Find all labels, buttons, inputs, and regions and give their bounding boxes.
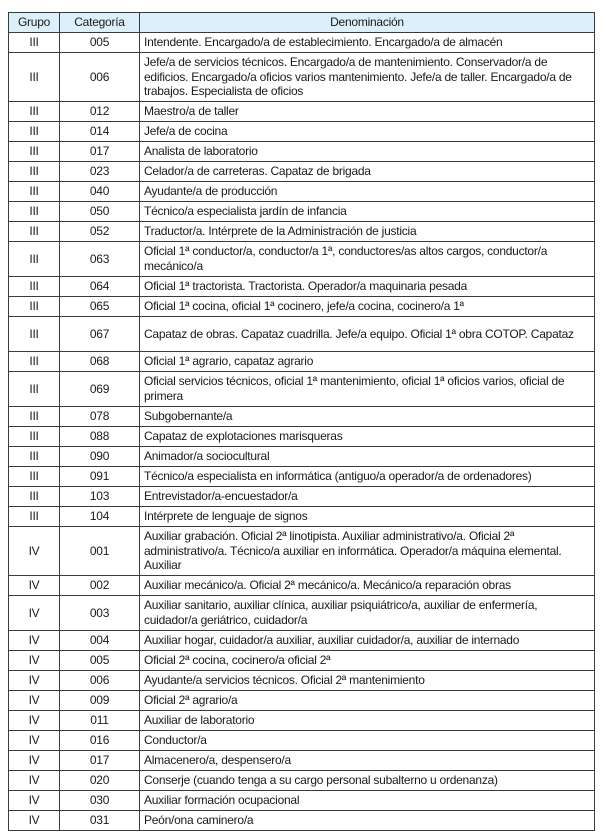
- cell-grupo: III: [9, 122, 60, 142]
- cell-denominacion: Oficial servicios técnicos, oficial 1ª mantenimiento, oficial 1ª oficios varios, oficial de primera: [140, 372, 595, 407]
- cell-categoria: 031: [60, 811, 140, 831]
- cell-grupo: IV: [9, 791, 60, 811]
- table-row: [9, 297, 595, 317]
- cell-denominacion: Jefe/a de servicios técnicos. Encargado/a de mantenimiento. Conservador/a de edificios. Encargado/a oficios varios mantenimiento. Jefe/a de taller. Encargado/a de trabajos. Especialista de oficios: [140, 53, 595, 102]
- cell-grupo: III: [9, 447, 60, 467]
- table-row: [9, 407, 595, 427]
- cell-categoria: 004: [60, 631, 140, 651]
- cell-categoria: 005: [60, 33, 140, 53]
- cell-categoria: 009: [60, 691, 140, 711]
- cell-grupo: III: [9, 297, 60, 317]
- table-row: [9, 791, 595, 811]
- cell-categoria: 104: [60, 507, 140, 527]
- cell-categoria: 068: [60, 352, 140, 372]
- cell-denominacion: Auxiliar de laboratorio: [140, 711, 595, 731]
- table-row: [9, 142, 595, 162]
- cell-denominacion: Oficial 2ª cocina, cocinero/a oficial 2ª: [140, 651, 595, 671]
- cell-grupo: III: [9, 352, 60, 372]
- cell-denominacion: Oficial 2ª agrario/a: [140, 691, 595, 711]
- cell-denominacion: Animador/a sociocultural: [140, 447, 595, 467]
- cell-grupo: III: [9, 162, 60, 182]
- cell-denominacion: Auxiliar hogar, cuidador/a auxiliar, auxiliar cuidador/a, auxiliar de internado: [140, 631, 595, 651]
- cell-denominacion: Oficial 1ª conductor/a, conductor/a 1ª, conductores/as altos cargos, conductor/a mecánico/a: [140, 242, 595, 277]
- cell-grupo: III: [9, 277, 60, 297]
- cell-grupo: III: [9, 102, 60, 122]
- cell-categoria: 040: [60, 182, 140, 202]
- table-row: [9, 467, 595, 487]
- table-row: [9, 162, 595, 182]
- cell-categoria: 091: [60, 467, 140, 487]
- cell-denominacion: Intendente. Encargado/a de establecimiento. Encargado/a de almacén: [140, 33, 595, 53]
- cell-categoria: 088: [60, 427, 140, 447]
- cell-categoria: 006: [60, 53, 140, 102]
- cell-grupo: IV: [9, 631, 60, 651]
- cell-denominacion: Subgobernante/a: [140, 407, 595, 427]
- cell-grupo: III: [9, 202, 60, 222]
- table-row: [9, 277, 595, 297]
- table-row: [9, 671, 595, 691]
- cell-grupo: IV: [9, 691, 60, 711]
- table-row: [9, 651, 595, 671]
- cell-grupo: III: [9, 407, 60, 427]
- cell-categoria: 003: [60, 596, 140, 631]
- table-row: [9, 33, 595, 53]
- cell-categoria: 052: [60, 222, 140, 242]
- cell-categoria: 078: [60, 407, 140, 427]
- cell-grupo: IV: [9, 751, 60, 771]
- header-categoria: Categoría: [60, 13, 140, 33]
- table-row: [9, 507, 595, 527]
- cell-denominacion: Ayudante/a servicios técnicos. Oficial 2ª mantenimiento: [140, 671, 595, 691]
- table-row: [9, 576, 595, 596]
- cell-denominacion: Auxiliar grabación. Oficial 2ª linotipista. Auxiliar administrativo/a. Oficial 2ª administrativo/a. Técnico/a auxiliar en informática. Operador/a máquina elemental. Auxiliar: [140, 527, 595, 576]
- cell-categoria: 016: [60, 731, 140, 751]
- cell-categoria: 103: [60, 487, 140, 507]
- cell-denominacion: Analista de laboratorio: [140, 142, 595, 162]
- cell-categoria: 006: [60, 671, 140, 691]
- cell-grupo: III: [9, 182, 60, 202]
- cell-denominacion: Técnico/a especialista en informática (antiguo/a operador/a de ordenadores): [140, 467, 595, 487]
- cell-grupo: III: [9, 33, 60, 53]
- table-row: [9, 731, 595, 751]
- cell-grupo: III: [9, 372, 60, 407]
- table-row: [9, 427, 595, 447]
- cell-categoria: 065: [60, 297, 140, 317]
- table-row: [9, 122, 595, 142]
- cell-denominacion: Peón/ona caminero/a: [140, 811, 595, 831]
- cell-grupo: III: [9, 317, 60, 352]
- cell-grupo: IV: [9, 596, 60, 631]
- table-row: [9, 691, 595, 711]
- table-row: [9, 242, 595, 277]
- cell-denominacion: Capataz de obras. Capataz cuadrilla. Jefe/a equipo. Oficial 1ª obra COTOP. Capataz: [140, 317, 595, 352]
- table-row: [9, 222, 595, 242]
- cell-denominacion: Técnico/a especialista jardín de infancia: [140, 202, 595, 222]
- categories-table: [8, 12, 595, 831]
- cell-categoria: 001: [60, 527, 140, 576]
- table-header-row: [9, 13, 595, 33]
- cell-grupo: III: [9, 53, 60, 102]
- table-row: [9, 596, 595, 631]
- cell-denominacion: Celador/a de carreteras. Capataz de brigada: [140, 162, 595, 182]
- cell-categoria: 069: [60, 372, 140, 407]
- header-grupo: Grupo: [9, 13, 60, 33]
- cell-denominacion: Intérprete de lenguaje de signos: [140, 507, 595, 527]
- table-row: [9, 811, 595, 831]
- cell-grupo: IV: [9, 731, 60, 751]
- cell-categoria: 067: [60, 317, 140, 352]
- cell-denominacion: Auxiliar sanitario, auxiliar clínica, auxiliar psiquiátrico/a, auxiliar de enfermería, cuidador/a geriátrico, cuidador/a: [140, 596, 595, 631]
- cell-categoria: 030: [60, 791, 140, 811]
- cell-grupo: III: [9, 427, 60, 447]
- cell-denominacion: Ayudante/a de producción: [140, 182, 595, 202]
- cell-categoria: 005: [60, 651, 140, 671]
- cell-grupo: IV: [9, 811, 60, 831]
- header-denominacion: Denominación: [140, 13, 595, 33]
- cell-grupo: IV: [9, 771, 60, 791]
- table-body: [9, 33, 595, 831]
- table-row: [9, 372, 595, 407]
- table-row: [9, 771, 595, 791]
- cell-categoria: 002: [60, 576, 140, 596]
- cell-categoria: 017: [60, 142, 140, 162]
- cell-categoria: 050: [60, 202, 140, 222]
- cell-grupo: IV: [9, 651, 60, 671]
- cell-denominacion: Traductor/a. Intérprete de la Administración de justicia: [140, 222, 595, 242]
- cell-categoria: 020: [60, 771, 140, 791]
- table-row: [9, 527, 595, 576]
- cell-denominacion: Oficial 1ª tractorista. Tractorista. Operador/a maquinaria pesada: [140, 277, 595, 297]
- cell-denominacion: Conductor/a: [140, 731, 595, 751]
- table-row: [9, 447, 595, 467]
- cell-denominacion: Auxiliar formación ocupacional: [140, 791, 595, 811]
- table-row: [9, 711, 595, 731]
- table-row: [9, 53, 595, 102]
- table-row: [9, 487, 595, 507]
- cell-grupo: III: [9, 487, 60, 507]
- cell-grupo: IV: [9, 671, 60, 691]
- cell-categoria: 090: [60, 447, 140, 467]
- cell-grupo: III: [9, 467, 60, 487]
- cell-categoria: 012: [60, 102, 140, 122]
- cell-categoria: 064: [60, 277, 140, 297]
- cell-denominacion: Oficial 1ª cocina, oficial 1ª cocinero, jefe/a cocina, cocinero/a 1ª: [140, 297, 595, 317]
- cell-denominacion: Entrevistador/a-encuestador/a: [140, 487, 595, 507]
- cell-categoria: 017: [60, 751, 140, 771]
- cell-grupo: IV: [9, 576, 60, 596]
- table-row: [9, 102, 595, 122]
- cell-denominacion: Oficial 1ª agrario, capataz agrario: [140, 352, 595, 372]
- cell-grupo: III: [9, 507, 60, 527]
- cell-categoria: 063: [60, 242, 140, 277]
- table-row: [9, 202, 595, 222]
- cell-categoria: 023: [60, 162, 140, 182]
- table-row: [9, 182, 595, 202]
- cell-denominacion: Capataz de explotaciones marisqueras: [140, 427, 595, 447]
- cell-grupo: III: [9, 142, 60, 162]
- table-row: [9, 352, 595, 372]
- table-row: [9, 317, 595, 352]
- cell-denominacion: Jefe/a de cocina: [140, 122, 595, 142]
- cell-grupo: IV: [9, 711, 60, 731]
- cell-denominacion: Almacenero/a, despensero/a: [140, 751, 595, 771]
- cell-denominacion: Auxiliar mecánico/a. Oficial 2ª mecánico/a. Mecánico/a reparación obras: [140, 576, 595, 596]
- table-row: [9, 631, 595, 651]
- cell-denominacion: Conserje (cuando tenga a su cargo personal subalterno u ordenanza): [140, 771, 595, 791]
- cell-grupo: IV: [9, 527, 60, 576]
- table-row: [9, 751, 595, 771]
- cell-grupo: III: [9, 242, 60, 277]
- cell-categoria: 014: [60, 122, 140, 142]
- cell-grupo: III: [9, 222, 60, 242]
- cell-denominacion: Maestro/a de taller: [140, 102, 595, 122]
- cell-categoria: 011: [60, 711, 140, 731]
